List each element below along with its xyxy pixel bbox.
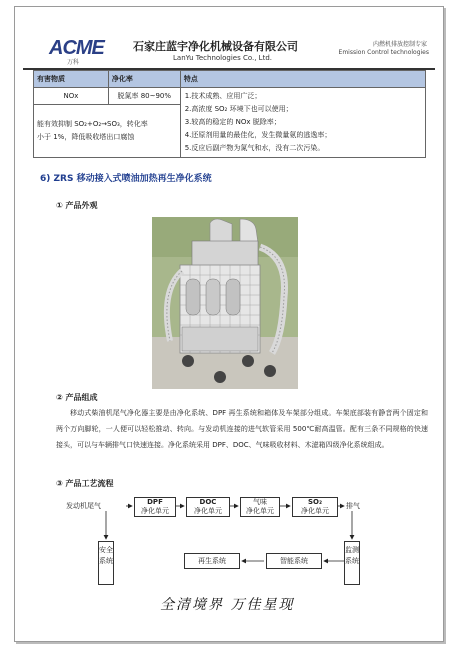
flow-box-so2 <box>292 497 338 517</box>
cell-features <box>180 88 425 158</box>
table-header-substance: 有害物质 <box>34 71 109 88</box>
company-name-en: LanYu Technologies Co., Ltd. <box>173 54 272 62</box>
note-line: 能有效抑制 SO₂+O₂→SO₃，转化率 <box>37 120 148 128</box>
table-header-row <box>34 71 426 88</box>
flow-box-odor-sub: 净化单元 <box>246 507 274 515</box>
product-photo <box>152 217 298 389</box>
flow-box-smart <box>266 553 322 569</box>
flow-box-dpf <box>134 497 176 517</box>
flow-output-label: 排气 <box>346 502 360 510</box>
tagline-en: Emission Control technologies <box>338 49 429 56</box>
feature-item: 1.技术成熟、应用广泛； <box>184 92 262 100</box>
flow-box-so2-sub: 净化单元 <box>301 507 329 515</box>
feature-item: 2.高浓度 SO₂ 环境下也可以使用； <box>184 105 293 113</box>
flow-box-safety-label: 安全系统 <box>99 546 113 565</box>
feature-item: 5.反应后副产物为氮气和水，没有二次污染。 <box>184 144 325 152</box>
note-line: 小于 1%，降低吸收塔出口腐蚀 <box>37 133 135 141</box>
flow-input-label: 发动机尾气 <box>66 502 101 510</box>
cell-rate: 脱氮率 80~90% <box>108 88 180 105</box>
cell-note <box>34 105 181 158</box>
company-logo <box>49 37 119 67</box>
flow-box-monitor <box>344 541 360 585</box>
composition-paragraph <box>56 405 428 453</box>
logo-subtext: 万科 <box>67 59 80 66</box>
footer-slogan: 全清境界 万佳星现 <box>160 597 295 613</box>
flow-box-monitor-label: 监测系统 <box>345 546 359 565</box>
page-header <box>23 35 435 69</box>
composition-text: 移动式柴油机尾气净化器主要是由净化系统、DPF 再生系统和箱体及车架部分组成。车架底部装有静音两个固定和两个万向脚轮，一人便可以轻松推动、转向。与发动机连接的进气软管采用 500℃耐高温管。配有三条不同规格的快速接头，可以与车辆排气口快速连接。净化系统采用 DPF、DOC、气味吸收材料、木滤箱四级净化系统组成。 <box>56 409 428 449</box>
cell-substance: NOx <box>34 88 109 105</box>
tagline-cn: 内燃机排放控制专家 <box>372 41 427 48</box>
table-row <box>34 88 426 105</box>
flow-box-dpf-name: DPF <box>147 498 163 506</box>
subheading-composition: ② 产品组成 <box>56 393 98 402</box>
subheading-appearance: ① 产品外观 <box>56 201 98 210</box>
table-header-features: 特点 <box>180 71 425 88</box>
product-photo-illustration <box>152 217 298 389</box>
flow-box-doc <box>186 497 230 517</box>
flow-box-safety <box>98 541 114 585</box>
flow-box-smart-label: 智能系统 <box>280 557 308 565</box>
flow-box-regen-label: 再生系统 <box>198 557 226 565</box>
feature-item: 4.还原剂用量的最佳化，发生微量氨的逃逸率； <box>184 131 332 139</box>
flow-box-odor <box>240 497 280 517</box>
emission-table <box>33 70 426 158</box>
company-name-cn: 石家庄蓝宇净化机械设备有限公司 <box>133 40 298 53</box>
process-flow-diagram <box>66 487 386 591</box>
flow-box-so2-name: SO₂ <box>307 498 323 506</box>
logo-wordmark: ACME <box>49 37 104 59</box>
flow-box-doc-sub: 净化单元 <box>194 507 222 515</box>
section-title: 6) ZRS 移动接入式喷油加热再生净化系统 <box>40 174 212 184</box>
flow-box-regen <box>184 553 240 569</box>
flow-box-odor-name: 气味 <box>253 498 267 506</box>
flow-box-doc-name: DOC <box>199 498 217 506</box>
flow-box-dpf-sub: 净化单元 <box>141 507 169 515</box>
table-header-rate: 净化率 <box>108 71 180 88</box>
feature-item: 3.较高的稳定的 NOx 脱除率； <box>184 118 281 126</box>
subheading-process-flow: ③ 产品工艺流程 <box>56 479 114 488</box>
